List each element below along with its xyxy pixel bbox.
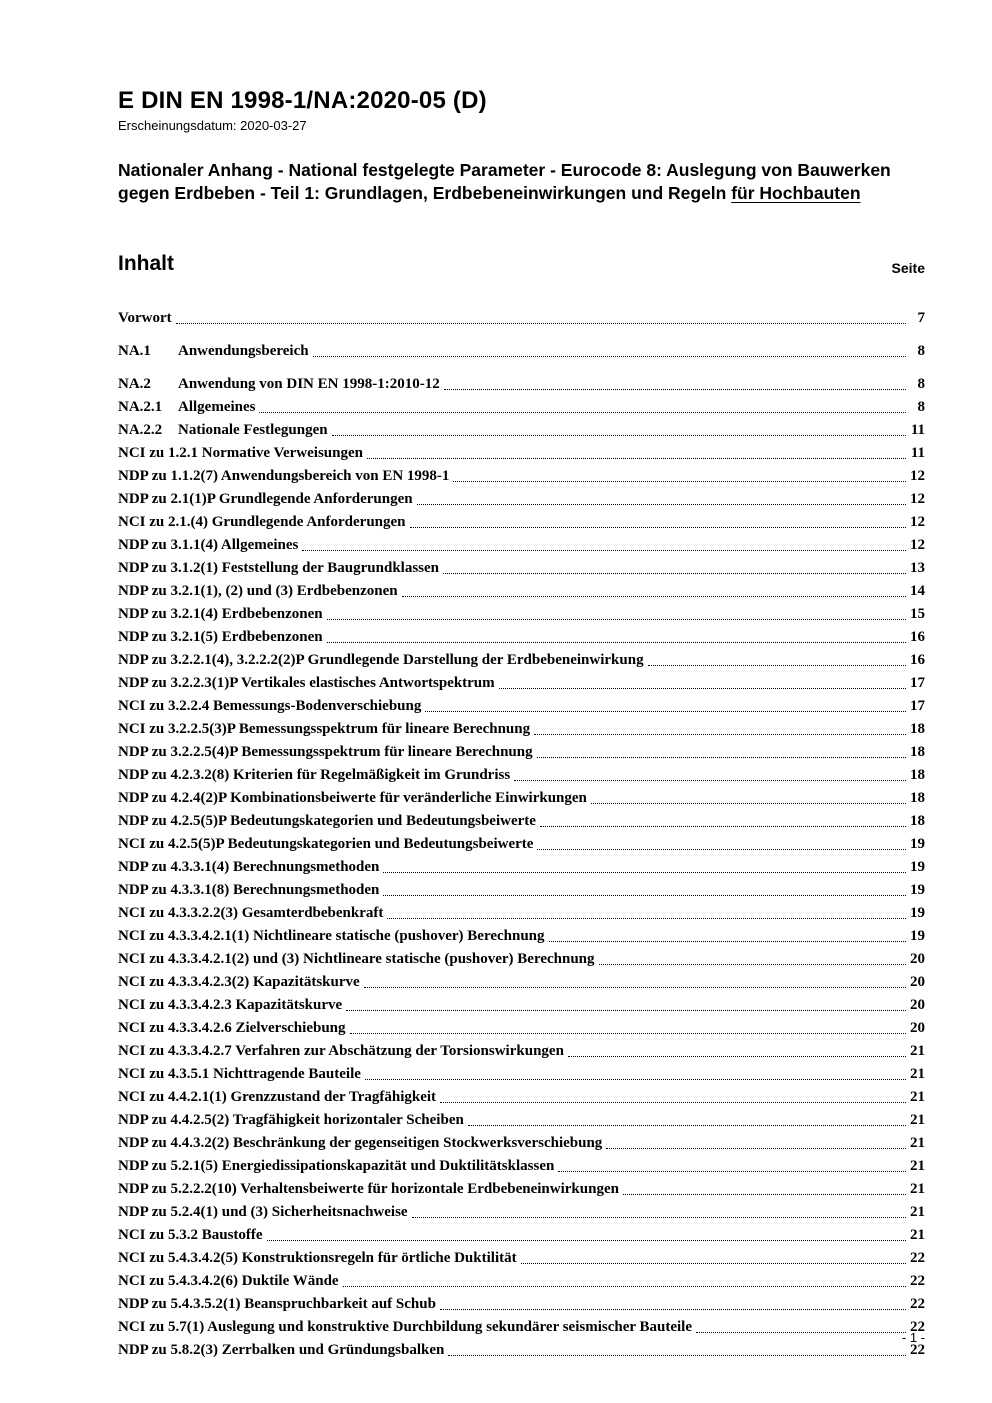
toc-entry-title: NDP zu 3.2.1(1), (2) und (3) Erdbebenzonen [118,582,398,599]
toc-entry-title: NCI zu 1.2.1 Normative Verweisungen [118,444,363,461]
toc-entry-title: NDP zu 5.2.2.2(10) Verhaltensbeiwerte für horizontale Erdbebeneinwirkungen [118,1180,619,1197]
toc-entry-page: 20 [910,973,925,990]
toc-entry-page: 7 [917,309,925,326]
toc-entry [118,652,925,669]
toc-entry-title: NDP zu 4.2.4(2)P Kombinationsbeiwerte für veränderliche Einwirkungen [118,789,587,806]
toc-entry [118,310,925,327]
toc-entry-page: 12 [910,490,925,507]
dot-leader [383,895,906,896]
toc-entry-title: Anwendung von DIN EN 1998-1:2010-12 [178,375,440,392]
release-date: Erscheinungsdatum: 2020-03-27 [118,118,307,134]
toc-entry-page: 19 [910,858,925,875]
toc-entry-title: NDP zu 3.1.1(4) Allgemeines [118,536,299,553]
dot-leader [444,389,906,390]
toc-entry [118,560,925,577]
toc-entry-page: 22 [910,1272,925,1289]
dot-leader [425,711,906,712]
toc-entry-page: 21 [910,1111,925,1128]
toc-entry-title: NCI zu 4.3.3.4.2.1(2) und (3) Nichtlineare statische (pushover) Berechnung [118,950,595,967]
document-number: E DIN EN 1998-1/NA:2020-05 (D) [118,87,487,114]
toc-entry [118,1319,925,1336]
dot-leader [568,1056,906,1057]
toc-entry-title: Vorwort [118,309,172,326]
toc-entry-page: 18 [910,789,925,806]
toc-entry-page: 19 [910,904,925,921]
dot-leader [648,665,906,666]
toc-entry-title: NDP zu 1.1.2(7) Anwendungsbereich von EN 1998-1 [118,467,450,484]
toc-entry [118,997,925,1014]
dot-leader [383,872,906,873]
toc-list [118,310,925,1359]
dot-leader [176,323,906,324]
toc-entry [118,1250,925,1267]
toc-entry [118,951,925,968]
toc-entry-title: NDP zu 5.2.4(1) und (3) Sicherheitsnachweise [118,1203,408,1220]
dot-leader [696,1332,906,1333]
dot-leader [468,1125,906,1126]
toc-entry-page: 20 [910,996,925,1013]
dot-leader [313,356,906,357]
toc-entry-title: NCI zu 5.4.3.4.2(5) Konstruktionsregeln für örtliche Duktilität [118,1249,517,1266]
toc-entry-page: 17 [910,674,925,691]
dot-leader [367,458,906,459]
toc-entry-page: 8 [917,398,925,415]
dot-leader [267,1240,906,1241]
dot-leader [365,1079,906,1080]
toc-entry-title: NDP zu 5.8.2(3) Zerrbalken und Gründungsbalken [118,1341,445,1358]
dot-leader [327,619,906,620]
toc-entry [118,675,925,692]
toc-entry [118,974,925,991]
toc-entry [118,882,925,899]
dot-leader [364,987,906,988]
dot-leader [302,550,906,551]
toc-entry-title: NDP zu 3.2.1(4) Erdbebenzonen [118,605,323,622]
toc-entry [118,399,925,416]
dot-leader [606,1148,906,1149]
toc-entry-page: 22 [910,1341,925,1358]
toc-header [118,252,925,276]
toc-entry-number: NA.2.2 [118,421,163,438]
toc-entry-title: NCI zu 4.3.3.4.2.7 Verfahren zur Abschätzung der Torsionswirkungen [118,1042,564,1059]
toc-entry-title: NDP zu 3.2.2.5(4)P Bemessungsspektrum für lineare Berechnung [118,743,533,760]
dot-leader [514,780,906,781]
dot-leader [327,642,906,643]
toc-entry-page: 11 [910,444,925,461]
toc-entry-page: 18 [910,766,925,783]
toc-entry-page: 11 [910,421,925,438]
dot-leader [540,826,906,827]
toc-entry [118,1158,925,1175]
toc-entry-page: 18 [910,720,925,737]
dot-leader [534,734,906,735]
toc-entry-title: NDP zu 3.2.2.3(1)P Vertikales elastisches Antwortspektrum [118,674,495,691]
toc-entry-page: 19 [910,835,925,852]
toc-entry [118,790,925,807]
toc-entry-title: Nationale Festlegungen [178,421,328,438]
toc-entry-page: 21 [910,1226,925,1243]
document-title-main: Nationaler Anhang - National festgelegte Parameter - Eurocode 8: Auslegung von Bauwerken gegen Erdbeben - Teil 1: Grundlagen, Erdbebeneinwirkungen und Regeln [118,160,891,204]
dot-leader [440,1309,906,1310]
toc-entry-title: NCI zu 2.1.(4) Grundlegende Anforderungen [118,513,406,530]
toc-entry [118,1112,925,1129]
dot-leader [259,412,906,413]
toc-entry [118,606,925,623]
toc-entry-title: NDP zu 4.4.2.5(2) Tragfähigkeit horizontaler Scheiben [118,1111,464,1128]
toc-entry-title: NDP zu 4.4.3.2(2) Beschränkung der gegenseitigen Stockwerksverschiebung [118,1134,603,1151]
toc-entry [118,1227,925,1244]
document-title-underlined: für Hochbauten [731,183,861,204]
toc-entry-title: NCI zu 3.2.2.5(3)P Bemessungsspektrum für lineare Berechnung [118,720,531,737]
dot-leader [350,1033,906,1034]
toc-entry-page: 20 [910,1019,925,1036]
toc-entry-number: NA.2 [118,375,151,392]
toc-entry-title: NDP zu 5.2.1(5) Energiedissipationskapazität und Duktilitätsklassen [118,1157,555,1174]
toc-entry-page: 8 [917,375,925,392]
toc-entry-title: NCI zu 4.3.5.1 Nichttragende Bauteile [118,1065,361,1082]
toc-entry-title: NCI zu 4.4.2.1(1) Grenzzustand der Tragfähigkeit [118,1088,437,1105]
toc-entry-page: 22 [910,1318,925,1335]
toc-entry-title: NDP zu 3.1.2(1) Feststellung der Baugrundklassen [118,559,440,576]
toc-entry-page: 21 [910,1088,925,1105]
toc-entry [118,376,925,393]
toc-entry [118,422,925,439]
toc-heading: Inhalt [118,251,174,275]
toc-entry-page: 20 [910,950,925,967]
toc-entry [118,905,925,922]
dot-leader [410,527,906,528]
dot-leader [591,803,906,804]
toc-entry [118,1296,925,1313]
dot-leader [346,1010,906,1011]
dot-leader [453,481,906,482]
toc-entry-title: NCI zu 4.3.3.4.2.3(2) Kapazitätskurve [118,973,360,990]
toc-entry [118,698,925,715]
toc-entry-page: 21 [910,1203,925,1220]
toc-entry-title: NCI zu 5.7(1) Auslegung und konstruktive Durchbildung sekundärer seismischer Bauteile [118,1318,692,1335]
dot-leader [387,918,906,919]
toc-entry [118,1181,925,1198]
toc-entry-page: 14 [910,582,925,599]
dot-leader [448,1355,906,1356]
toc-entry-page: 21 [910,1042,925,1059]
toc-entry-page: 13 [910,559,925,576]
toc-entry-page: 22 [910,1249,925,1266]
toc-entry-page: 12 [910,536,925,553]
toc-entry-title: NDP zu 4.3.3.1(8) Berechnungsmethoden [118,881,380,898]
toc-entry-title: NCI zu 4.3.3.4.2.1(1) Nichtlineare statische (pushover) Berechnung [118,927,545,944]
dot-leader [402,596,906,597]
dot-leader [537,757,906,758]
toc-entry [118,1273,925,1290]
toc-entry-page: 18 [910,812,925,829]
toc-entry-title: Anwendungsbereich [178,342,309,359]
toc-entry [118,491,925,508]
dot-leader [443,573,906,574]
toc-entry-title: NDP zu 3.2.1(5) Erdbebenzonen [118,628,323,645]
toc-entry-title: NDP zu 4.2.5(5)P Bedeutungskategorien und Bedeutungsbeiwerte [118,812,536,829]
toc-entry [118,629,925,646]
toc-entry [118,514,925,531]
toc-entry-number: NA.1 [118,342,151,359]
toc-entry [118,1204,925,1221]
toc-entry [118,1020,925,1037]
dot-leader [623,1194,906,1195]
toc-entry [118,813,925,830]
document-title [118,159,925,205]
dot-leader [558,1171,906,1172]
toc-entry-title: NCI zu 4.3.3.2.2(3) Gesamterdbebenkraft [118,904,384,921]
toc-entry-page: 21 [910,1065,925,1082]
toc-entry-page: 15 [910,605,925,622]
toc-entry-title: NCI zu 4.3.3.4.2.3 Kapazitätskurve [118,996,343,1013]
toc-entry-title: Allgemeines [178,398,256,415]
toc-entry-page: 16 [910,628,925,645]
toc-entry [118,1066,925,1083]
toc-entry-title: NCI zu 5.4.3.4.2(6) Duktile Wände [118,1272,339,1289]
toc-entry-number: NA.2.1 [118,398,163,415]
dot-leader [343,1286,906,1287]
toc-entry-page: 19 [910,881,925,898]
toc-entry-page: 12 [910,513,925,530]
dot-leader [499,688,906,689]
toc-entry-page: 21 [910,1134,925,1151]
dot-leader [521,1263,906,1264]
toc-entry [118,537,925,554]
toc-entry [118,445,925,462]
toc-page-column-label: Seite [891,259,925,276]
toc-entry-page: 8 [917,342,925,359]
dot-leader [440,1102,906,1103]
toc-entry [118,836,925,853]
toc-entry-title: NDP zu 5.4.3.5.2(1) Beanspruchbarkeit auf Schub [118,1295,436,1312]
dot-leader [417,504,906,505]
toc-entry-title: NDP zu 2.1(1)P Grundlegende Anforderungen [118,490,413,507]
toc-entry-title: NCI zu 4.2.5(5)P Bedeutungskategorien und Bedeutungsbeiwerte [118,835,534,852]
toc-entry-page: 12 [910,467,925,484]
dot-leader [549,941,906,942]
toc-entry [118,343,925,360]
dot-leader [537,849,906,850]
footer-page-number: - 1 - [901,1330,925,1345]
toc-entry [118,767,925,784]
toc-entry-title: NDP zu 4.3.3.1(4) Berechnungsmethoden [118,858,380,875]
toc-entry-title: NCI zu 5.3.2 Baustoffe [118,1226,263,1243]
toc-entry [118,468,925,485]
toc-entry [118,859,925,876]
toc-entry [118,744,925,761]
toc-entry-page: 17 [910,697,925,714]
dot-leader [412,1217,906,1218]
dot-leader [599,964,906,965]
toc-entry [118,928,925,945]
toc-entry-page: 22 [910,1295,925,1312]
toc-entry [118,721,925,738]
toc-entry-title: NDP zu 3.2.2.1(4), 3.2.2.2(2)P Grundlegende Darstellung der Erdbebeneinwirkung [118,651,644,668]
toc-entry-page: 19 [910,927,925,944]
toc-entry-page: 21 [910,1157,925,1174]
toc-entry [118,1342,925,1359]
toc-entry [118,1135,925,1152]
toc-entry-title: NDP zu 4.2.3.2(8) Kriterien für Regelmäßigkeit im Grundriss [118,766,511,783]
toc-entry-title: NCI zu 3.2.2.4 Bemessungs-Bodenverschiebung [118,697,422,714]
toc-entry [118,583,925,600]
toc-entry [118,1043,925,1060]
toc-entry-page: 16 [910,651,925,668]
toc-entry-page: 18 [910,743,925,760]
toc-entry [118,1089,925,1106]
toc-entry-title: NCI zu 4.3.3.4.2.6 Zielverschiebung [118,1019,346,1036]
toc-entry-page: 21 [910,1180,925,1197]
dot-leader [332,435,906,436]
